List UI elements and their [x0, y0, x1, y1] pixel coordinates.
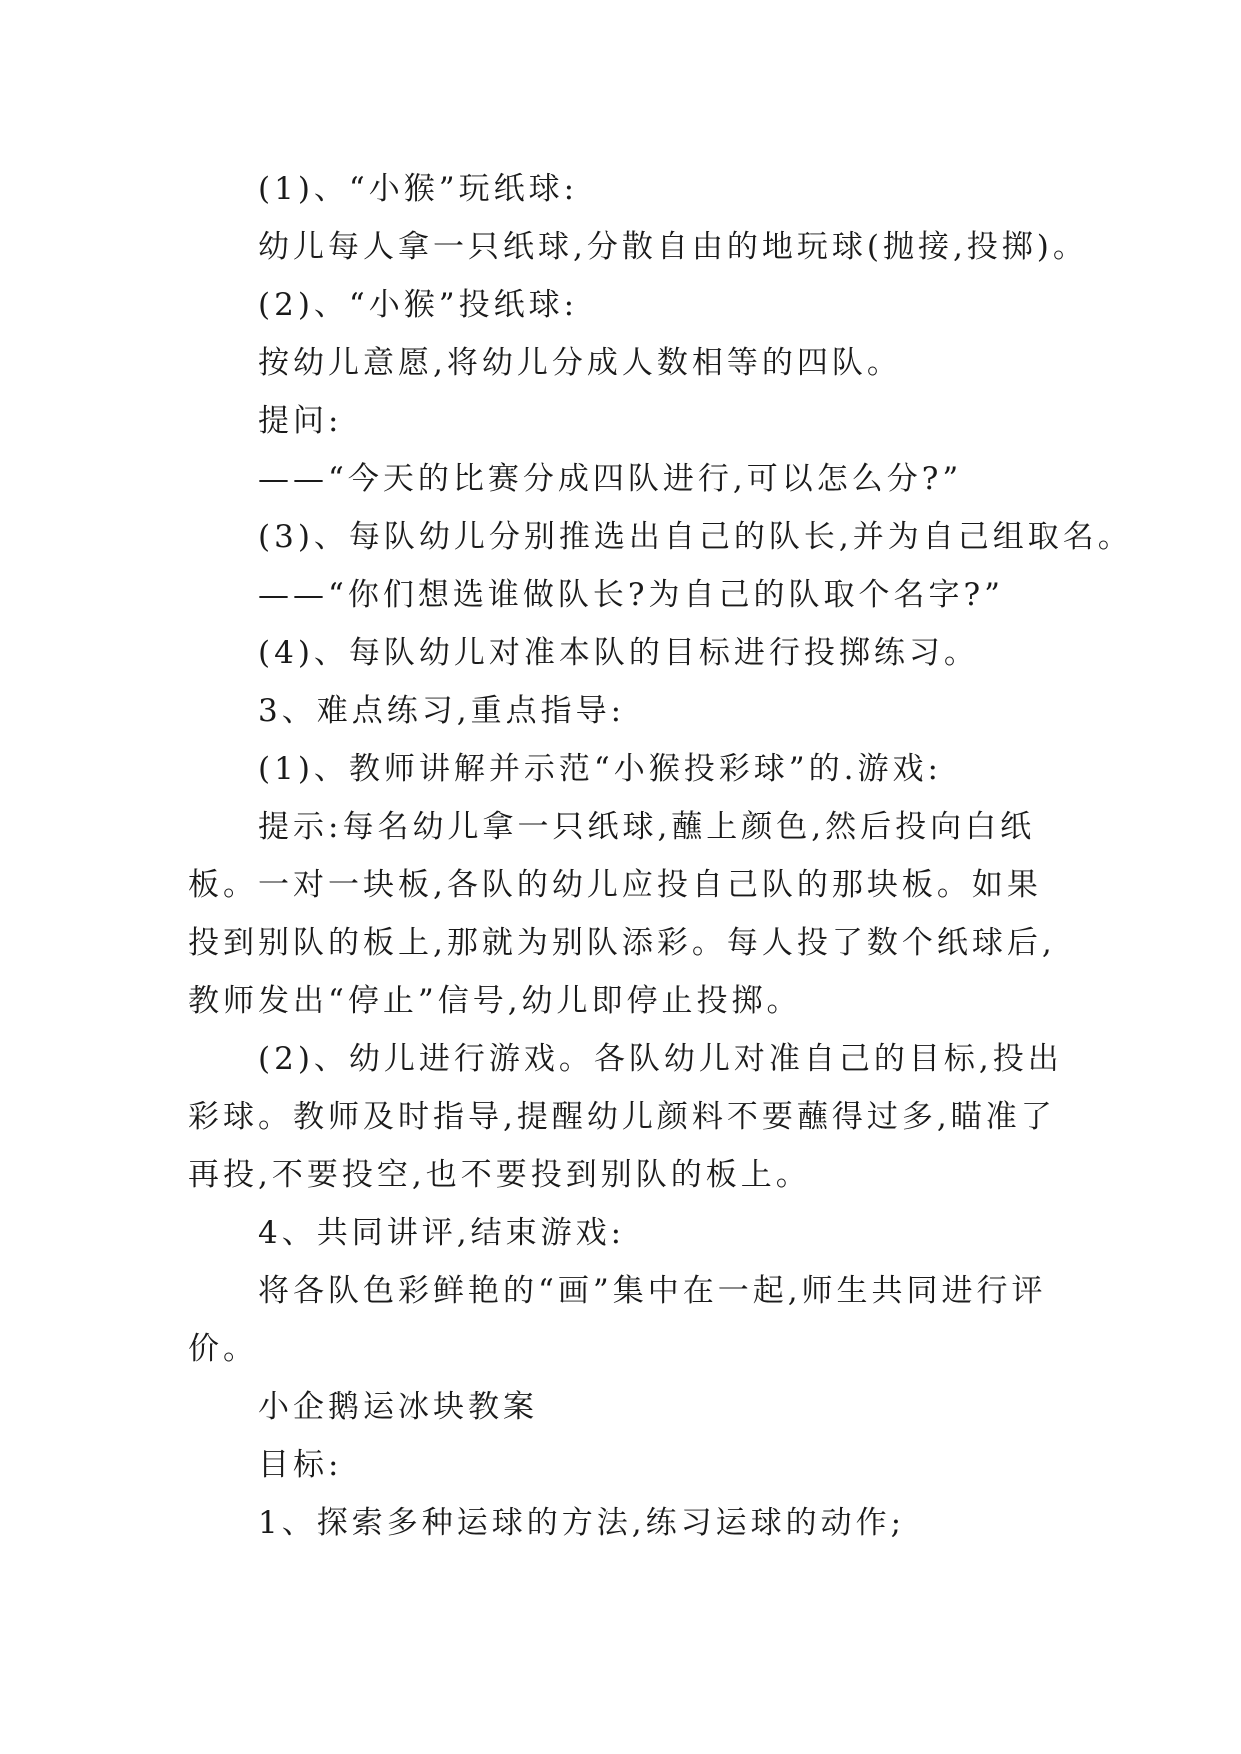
- document-body: [188, 160, 1133, 1552]
- paragraph-demo-heading: (1)、教师讲解并示范“小猴投彩球”的.游戏:: [258, 751, 942, 787]
- paragraph-question-1: ——“今天的比赛分成四队进行,可以怎么分?”: [258, 461, 963, 497]
- paragraph-section-3-heading: 3、难点练习,重点指导:: [258, 693, 626, 729]
- paragraph-game-play: (2)、幼儿进行游戏。各队幼儿对准自己的目标,投出彩球。教师及时指导,提醒幼儿颜料不要蘸得过多,瞄准了再投,不要投空,也不要投到别队的板上。: [188, 1041, 1063, 1193]
- paragraph-step-1-heading: (1)、“小猴”玩纸球:: [258, 171, 579, 207]
- paragraph-step-1-body: 幼儿每人拿一只纸球,分散自由的地玩球(抛接,投掷)。: [258, 229, 1088, 265]
- paragraph-step-2-heading: (2)、“小猴”投纸球:: [258, 287, 579, 323]
- paragraph-question-2: ——“你们想选谁做队长?为自己的队取个名字?”: [258, 577, 1004, 613]
- paragraph-step-3: (3)、每队幼儿分别推选出自己的队长,并为自己组取名。: [258, 519, 1133, 555]
- paragraph-review: 将各队色彩鲜艳的“画”集中在一起,师生共同进行评价。: [188, 1273, 1047, 1367]
- paragraph-section-4-heading: 4、共同讲评,结束游戏:: [258, 1215, 626, 1251]
- paragraph-question-label: 提问:: [258, 403, 343, 439]
- paragraph-step-4: (4)、每队幼儿对准本队的目标进行投掷练习。: [258, 635, 979, 671]
- paragraph-goal-1: 1、探索多种运球的方法,练习运球的动作;: [258, 1505, 906, 1541]
- paragraph-hint: 提示:每名幼儿拿一只纸球,蘸上颜色,然后投向白纸板。一对一块板,各队的幼儿应投自己队的那块板。如果投到别队的板上,那就为别队添彩。每人投了数个纸球后,教师发出“停止”信号,幼儿即停止投掷。: [188, 809, 1056, 1019]
- paragraph-step-2-body: 按幼儿意愿,将幼儿分成人数相等的四队。: [258, 345, 902, 381]
- paragraph-goals-label: 目标:: [258, 1447, 343, 1483]
- paragraph-lesson-title: 小企鹅运冰块教案: [258, 1389, 538, 1425]
